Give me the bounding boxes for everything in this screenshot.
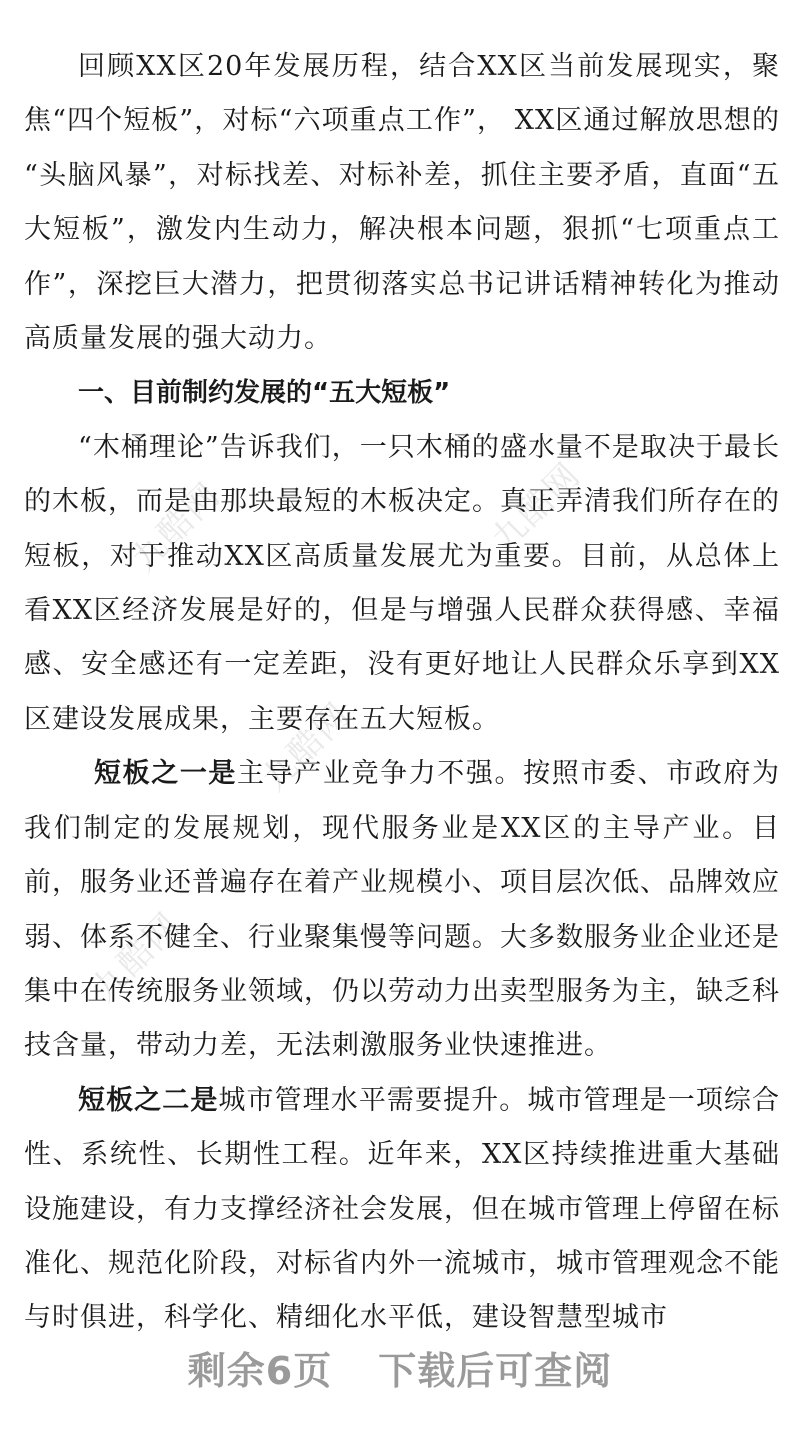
remaining-pages-label: 剩余6页	[187, 1349, 333, 1393]
watermark: 九酷网	[84, 904, 189, 1010]
intro-paragraph: 回顾XX区20年发展历程，结合XX区当前发展现实，聚焦“四个短板”，对标“六项重点工作”， XX区通过解放思想的 “头脑风暴”，对标找差、对标补差，抓住主要矛盾，直面“五大短板”，激发内生动力，解决根本问题，狠抓“七项重点工作”，深挖巨大潜力，把贯彻落实总书记讲话精神转化为推动高质量发展的强大动力。	[24, 51, 780, 355]
shortboard-2-lead: 短板之二是	[78, 1084, 219, 1116]
shortboard-2-text: 城市管理水平需要提升。城市管理是一项综合性、系统性、长期性工程。近年来，XX区持续推进重大基础设施建设，有力支撑经济社会发展，但在城市管理上停留在标准化、规范化阶段，对标省内外一流城市，城市管理观念不能与时俱进，科学化、精细化水平低，建设智慧型城市	[24, 1084, 781, 1334]
watermark: 九酷网	[124, 474, 229, 580]
shortboard-1-lead: 短板之一是	[94, 758, 238, 790]
document-page	[24, 40, 780, 1346]
theory-paragraph: “木桶理论”告诉我们，一只木桶的盛水量不是取决于最长的木板，而是由那块最短的木板决定。真正弄清我们所存在的短板，对于推动XX区高质量发展尤为重要。目前，从总体上看XX区经济发展是好的，但是与增强人民群众获得感、幸福感、安全感还有一定差距，没有更好地让人民群众乐享到XX区建设发展成果，主要存在五大短板。	[24, 431, 780, 735]
section-heading: 一、目前制约发展的“五大短板”	[78, 378, 451, 409]
download-to-view-label[interactable]: 下载后可查阅	[378, 1349, 613, 1393]
watermark: 九酷网	[484, 454, 589, 560]
download-banner[interactable]	[0, 1340, 800, 1395]
shortboard-1-text: 主导产业竞争力不强。按照市委、市政府为我们制定的发展规划，现代服务业是XX区的主导产业。目前，服务业还普遍存在着产业规模小、项目层次低、品牌效应弱、体系不健全、行业聚集慢等问题。大多数服务业企业还是集中在传统服务业领域，仍以劳动力出卖型服务为主，缺乏科技含量，带动力差，无法刺激服务业快速推进。	[24, 758, 781, 1062]
shortboard-2-paragraph	[24, 1074, 780, 1346]
shortboard-1-paragraph	[24, 747, 780, 1073]
watermark: 九酷网	[254, 694, 359, 800]
